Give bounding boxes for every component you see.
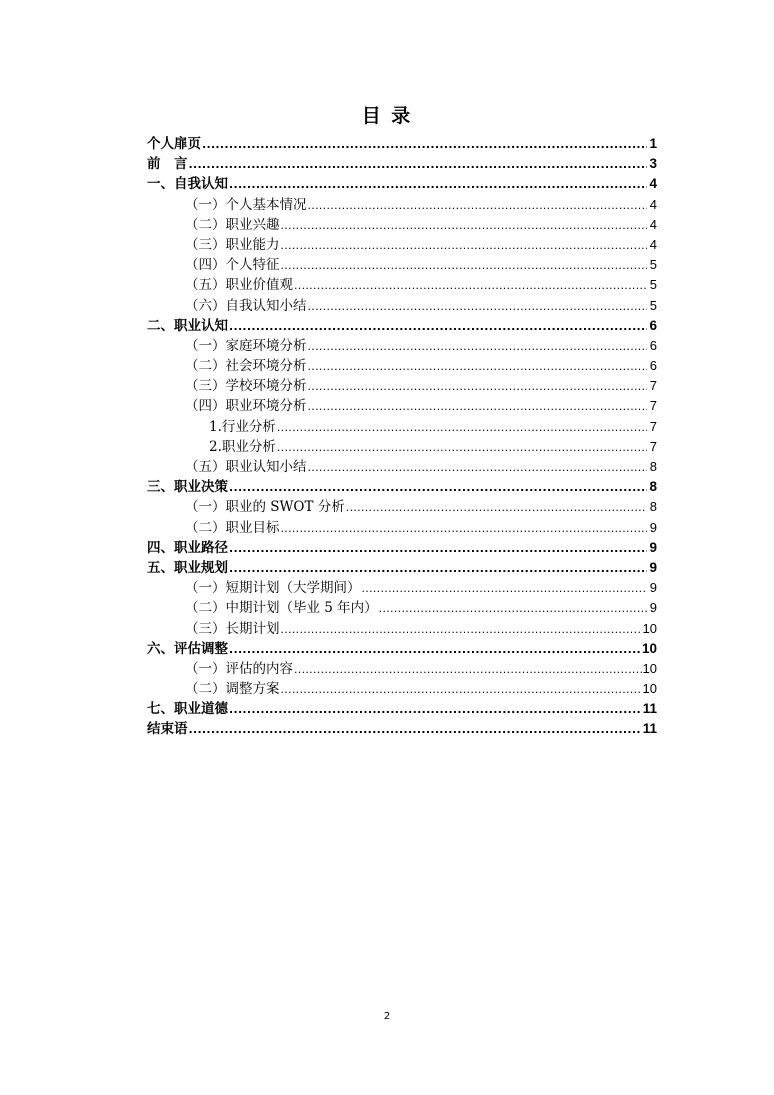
toc-entry[interactable] [147, 275, 657, 295]
toc-entry[interactable] [147, 558, 657, 578]
toc-entry[interactable] [147, 518, 657, 538]
toc-entry[interactable] [147, 255, 657, 275]
toc-entry-label: 三、职业决策 [147, 479, 228, 496]
page-number: 2 [383, 1011, 391, 1022]
toc-entry-page: 9 [649, 519, 657, 535]
dot-leader [308, 397, 648, 416]
toc-entry-page: 6 [649, 337, 657, 353]
dot-leader [189, 720, 642, 739]
toc-entry[interactable] [147, 417, 657, 437]
dot-leader [229, 317, 647, 336]
toc-entry[interactable] [147, 437, 657, 457]
toc-entry-label: （一）职业的 SWOT 分析 [185, 499, 345, 516]
dot-leader [277, 418, 647, 437]
toc-entry-label: 二、职业认知 [147, 317, 228, 334]
toc-entry[interactable] [147, 477, 657, 497]
toc-entry-page: 10 [641, 640, 657, 656]
toc-entry-label: （三）长期计划 [185, 620, 280, 637]
toc-entry[interactable] [147, 195, 657, 215]
toc-entry-page: 7 [649, 398, 657, 414]
toc-entry[interactable] [147, 639, 657, 659]
toc-entry-label: （五）职业价值观 [185, 277, 293, 294]
dot-leader [281, 216, 648, 235]
toc-entry-page: 1 [649, 136, 657, 151]
toc-entry-page: 7 [649, 418, 657, 434]
dot-leader [229, 559, 647, 578]
dot-leader [229, 175, 647, 194]
toc-entry[interactable] [147, 336, 657, 356]
dot-leader [308, 458, 648, 477]
dot-leader [281, 680, 642, 699]
toc-entry-page: 11 [642, 701, 657, 717]
toc-entry-label: （四）职业环境分析 [185, 398, 307, 415]
toc-entry-label: （六）自我认知小结 [185, 297, 307, 314]
dot-leader [308, 337, 648, 356]
dot-leader [281, 236, 648, 255]
dot-leader [294, 660, 642, 679]
toc-entry[interactable] [147, 316, 657, 336]
dot-leader [229, 700, 642, 719]
toc-entry-label: 七、职业道德 [147, 701, 228, 718]
toc-entry-page: 10 [642, 620, 657, 636]
toc-entry[interactable] [147, 215, 657, 235]
toc-entry[interactable] [147, 457, 657, 477]
dot-leader [294, 276, 647, 295]
dot-leader [281, 620, 642, 639]
dot-leader [362, 579, 648, 598]
toc-entry-label: 四、职业路径 [147, 539, 228, 556]
toc-entry-label: （二）社会环境分析 [185, 358, 307, 375]
toc-entry-label: （一）家庭环境分析 [185, 337, 307, 354]
dot-leader [281, 519, 648, 538]
page-title: 目 录 [361, 105, 413, 127]
toc-entry[interactable] [147, 134, 657, 154]
toc-entry-label: （三）学校环境分析 [185, 378, 307, 395]
toc-entry-page: 9 [649, 600, 657, 616]
toc-entry-page: 9 [649, 539, 657, 555]
toc-entry-page: 4 [649, 196, 657, 212]
toc-entry[interactable] [147, 296, 657, 316]
toc-entry-label: （二）中期计划（毕业 5 年内） [185, 600, 378, 617]
dot-leader [281, 256, 648, 275]
toc-entry-label: （二）职业兴趣 [185, 216, 280, 233]
toc-entry[interactable] [147, 719, 657, 739]
toc-entry[interactable] [147, 619, 657, 639]
toc-entry[interactable] [147, 235, 657, 255]
toc-entry-page: 11 [642, 721, 657, 737]
dot-leader [379, 599, 647, 618]
toc-entry-label: 个人扉页 [147, 136, 201, 152]
toc-entry-page: 8 [649, 459, 657, 474]
dot-leader [308, 297, 648, 316]
toc-entry-label: 五、职业规划 [147, 559, 228, 576]
toc-entry-page: 4 [649, 236, 657, 252]
toc-entry-label: （四）个人特征 [185, 257, 280, 274]
toc-entry-label: （一）评估的内容 [185, 660, 293, 677]
toc-entry[interactable] [147, 659, 657, 679]
toc-entry[interactable] [147, 396, 657, 416]
toc-entry-label: （一）短期计划（大学期间） [185, 580, 361, 597]
toc-entry-label: （二）职业目标 [185, 519, 280, 536]
dot-leader [346, 498, 647, 517]
toc-entry-label: 1.行业分析 [209, 418, 276, 435]
dot-leader [277, 438, 647, 457]
toc-entry-label: （三）职业能力 [185, 236, 280, 253]
toc-entry-page: 7 [649, 378, 657, 394]
toc-entry[interactable] [147, 679, 657, 699]
dot-leader [308, 377, 648, 396]
toc-entry-page: 3 [649, 156, 657, 172]
dot-leader [229, 478, 647, 497]
toc-entry[interactable] [147, 174, 657, 194]
toc-entry[interactable] [147, 598, 657, 618]
toc-entry-page: 6 [649, 358, 657, 374]
toc-entry-page: 5 [649, 297, 657, 313]
dot-leader [189, 155, 648, 174]
toc-entry-page: 8 [649, 479, 657, 495]
toc-entry-page: 9 [649, 559, 657, 575]
toc-entry-label: 六、评估调整 [147, 640, 228, 657]
toc-entry-label: 前 言 [147, 156, 188, 173]
toc-entry-label: （二）调整方案 [185, 681, 280, 698]
toc-entry-page: 4 [649, 216, 657, 232]
toc-entry-page: 6 [649, 317, 657, 333]
dot-leader [202, 135, 647, 154]
toc-entry-label: 2.职业分析 [209, 438, 276, 455]
dot-leader [229, 640, 641, 659]
toc-entry[interactable] [147, 578, 657, 598]
toc-entry-page: 5 [649, 277, 657, 293]
toc-entry-page: 7 [649, 438, 657, 454]
toc-entry-page: 8 [649, 499, 657, 515]
dot-leader [229, 539, 647, 558]
toc-entry[interactable] [147, 376, 657, 396]
toc-entry[interactable] [147, 699, 657, 719]
toc-entry[interactable] [147, 497, 657, 517]
toc-entry-label: 结束语 [147, 721, 188, 738]
toc-entry-label: （一）个人基本情况 [185, 196, 307, 213]
toc-entry[interactable] [147, 154, 657, 174]
dot-leader [308, 357, 648, 376]
toc-entry-page: 9 [649, 580, 657, 596]
toc-entry-label: 一、自我认知 [147, 176, 228, 193]
toc-entry-page: 4 [649, 176, 657, 192]
dot-leader [308, 196, 648, 215]
toc-entry[interactable] [147, 538, 657, 558]
toc-entry-page: 10 [642, 681, 657, 697]
table-of-contents [147, 134, 657, 740]
toc-entry-page: 5 [649, 257, 657, 273]
toc-entry-page: 10 [642, 660, 657, 676]
toc-entry-label: （五）职业认知小结 [185, 459, 307, 475]
toc-entry[interactable] [147, 356, 657, 376]
